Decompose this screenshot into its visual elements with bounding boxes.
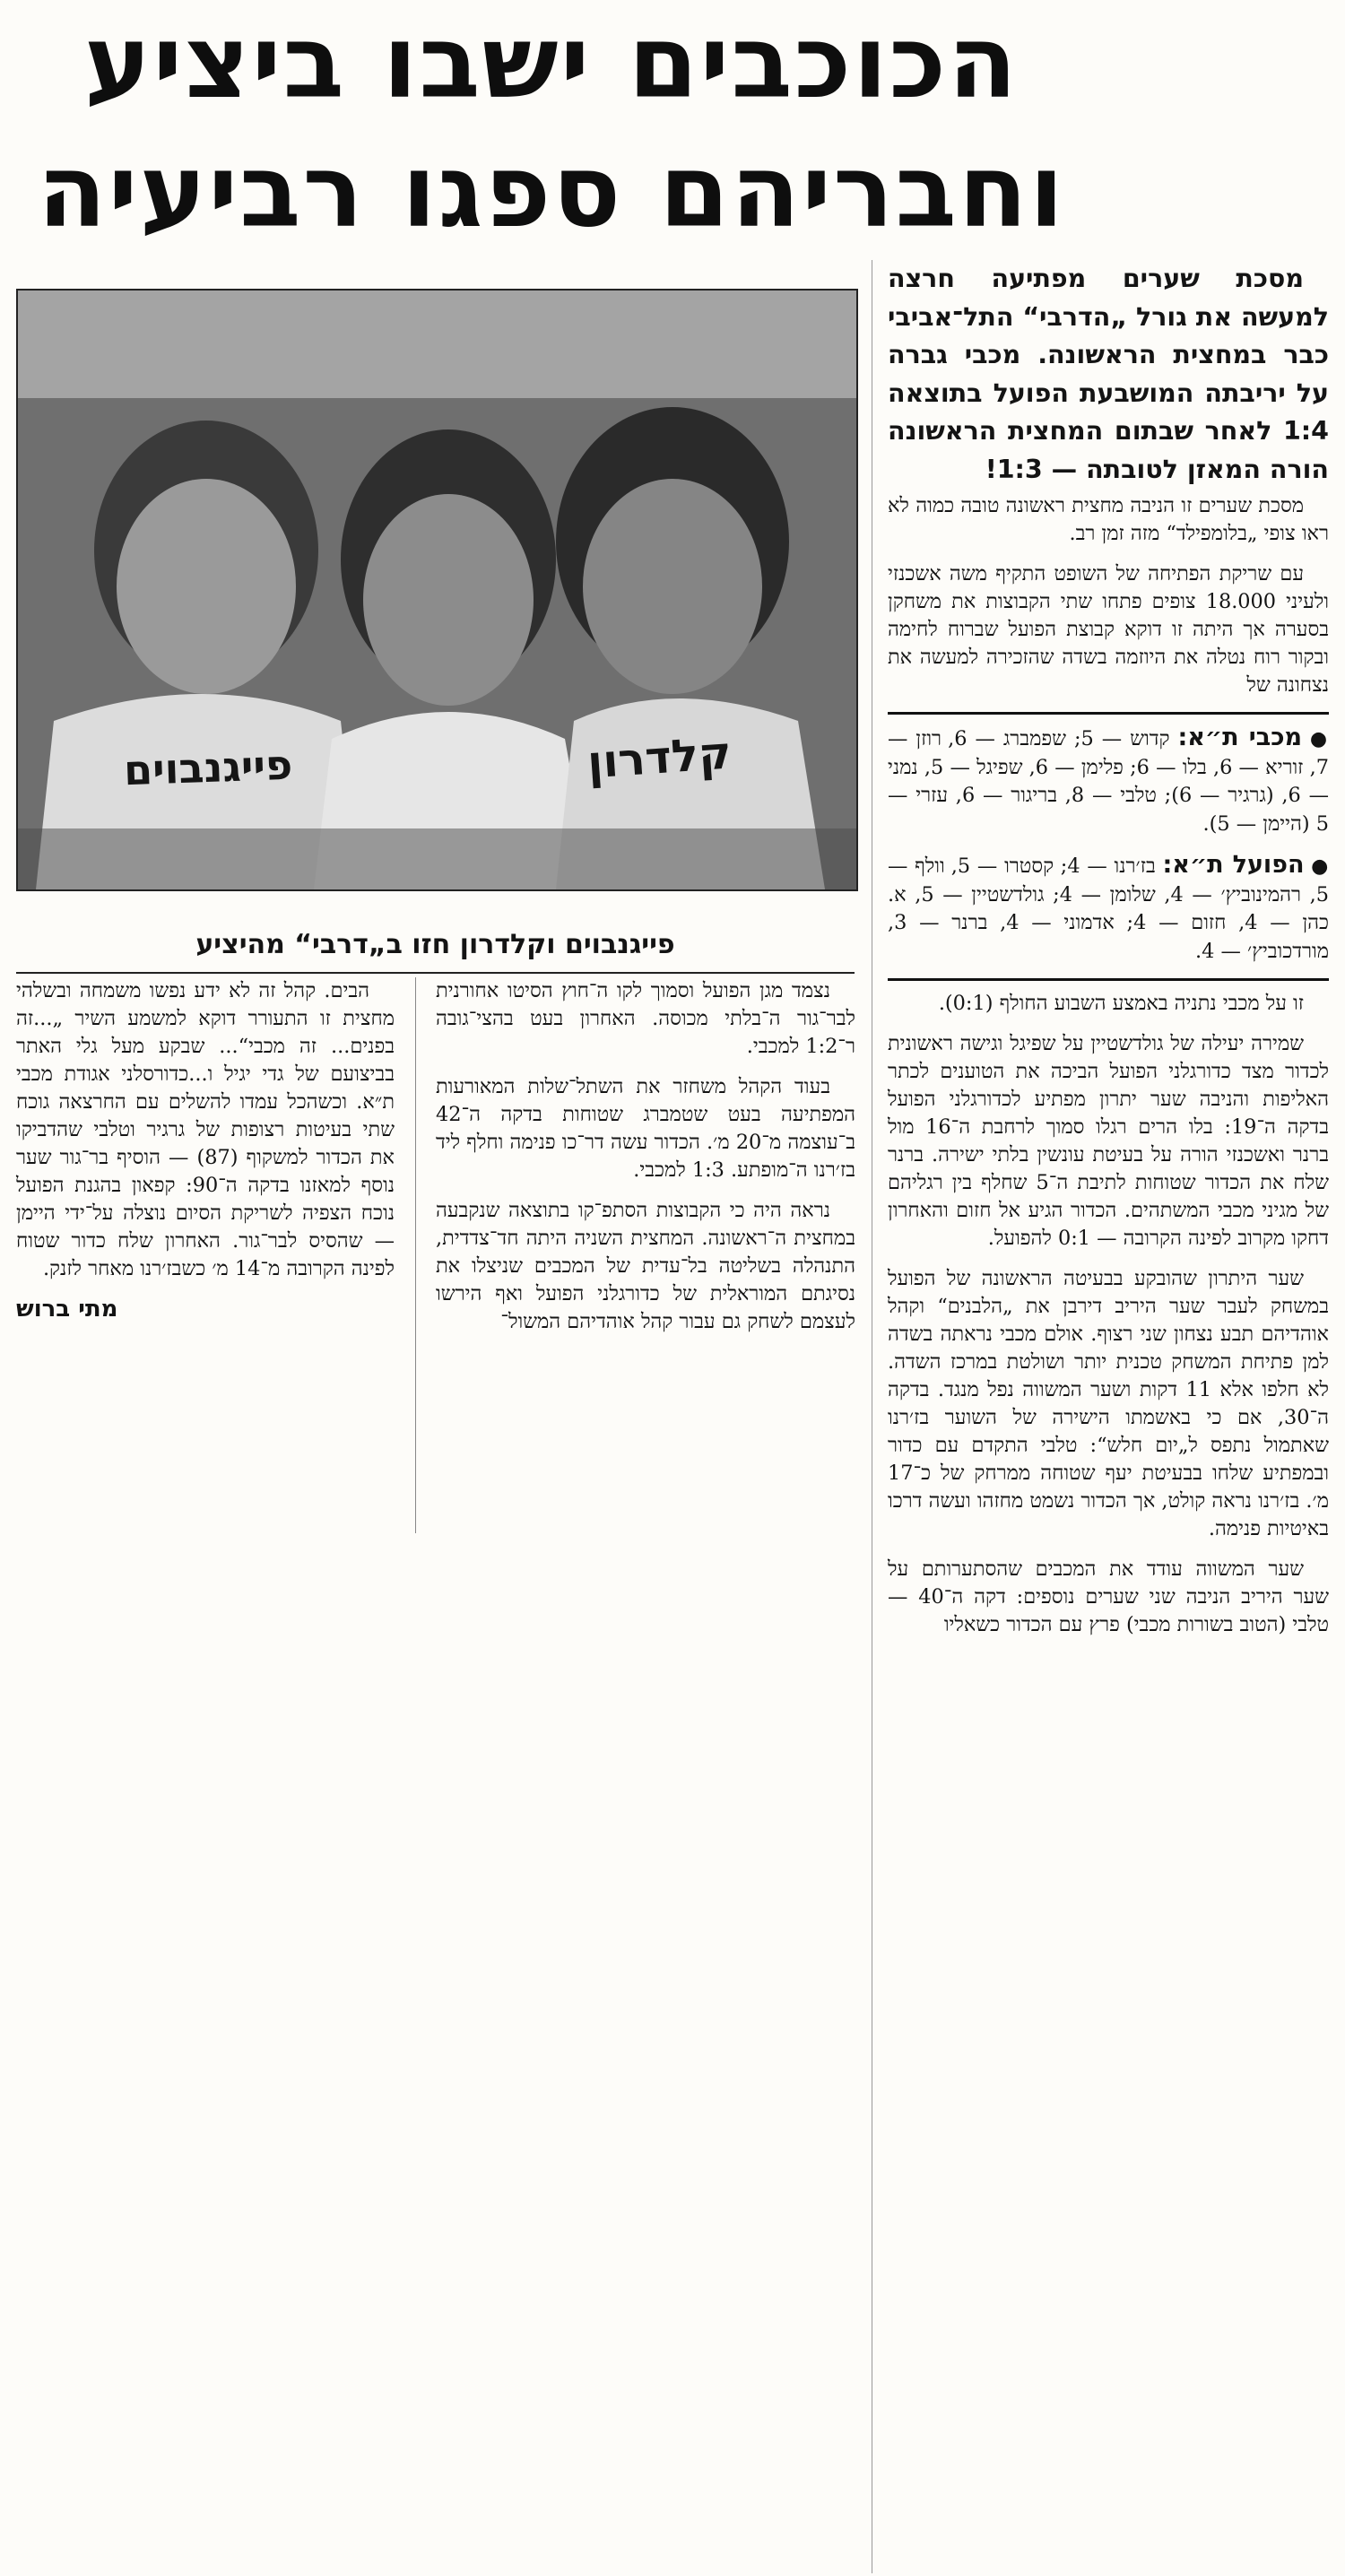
paragraph: עם שריקת הפתיחה של השופט התקיף משה אשכנזי ולעיני 18.000 צופים פתחו שתי הקבוצות את משחקן בסערה אך היתה זו דוקא קבוצת הפועל שברוח לחימה ובקור רוח נטלה את היוזמה בשדה שהזכירה למעשה את נצחונה של (888, 562, 1330, 697)
paragraph: בעוד הקהל משחזר את השתל־שלות המאורעות המפתיעה בעט שטמברג שטוחות בדקה ה־42 ב־עוצמה מ־20 מ׳. הכדור עשה דר־כו פנימה וחלף ליד בז׳רנו ה־מופתע. 1:3 למכבי. (436, 1075, 855, 1182)
team-name: הפועל ת״א: (1162, 851, 1305, 879)
photo-caption: פייגנבוים וקלדרון חזו ב„דרבי“ מהיציע (16, 925, 855, 974)
headline-line-1: הכוכבים ישבו ביציע (83, 4, 1020, 121)
lineup-maccabi (888, 724, 1329, 838)
article-column-left (16, 977, 395, 1336)
team-name: מכבי ת״א: (1177, 724, 1303, 751)
paragraph: נראה היה כי הקבוצות הסתפ־קו בתוצאה שנקבעה במחצית ה־ראשונה. המחצית השניה היתה חד־צדדית, התנהלה בשליטה בל־עדית של המכבים שניצלו את נסיגתם המוראלית של כדורגלני הפועל ואף הירשו לעצמם לשחק גם עבור קהל אוהדיהם המשול־ (436, 1199, 855, 1333)
paragraph: שער המשווה עודד את המכבים שהסתערותם על שער היריב הניבה שני שערים נוספים: דקה ה־40 — טלבי (הטוב בשורות מכבי) פרץ עם הכדור כשאליו (888, 1557, 1329, 1636)
player-ratings: בז׳רנו — 4; קסטרו — 5, וולף — 5, רהמינוביץ׳ — 4, שלומן — 4; גולדשטיין — 5, א. כהן — 4, חזום — 4; אדמוני — 4, ברנר — 3, מורדכוביץ׳ — 4. (888, 854, 1330, 963)
byline: מתי ברוש (16, 1296, 118, 1323)
shirt-label-calderon: קלדרון (586, 726, 733, 789)
paragraph: נצמד מגן הפועל וסמוך לקו ה־חוץ הסיטו אחורנית לבר־גור ה־בלתי מכוסה. האחרון בעט בהצי־גובה ר־1:2 למכבי. (436, 979, 855, 1058)
lineup-divider-bottom (888, 978, 1329, 981)
article-column-middle (436, 977, 855, 1349)
paragraph: שמירה יעילה של גולדשטיין על שפיגל וגישה ראשונית לכדור מצד כדורגלני הפועל הביכה את הטוענים לכתר האליפות והניבה שער יתרון מפתיע לכדורגלני הפועל בדקה ה־19: בלו הרים רגלו סמוך לרחבת ה־16 מול ברנר ואשכנזי הורה על בעיטת עונשין בלתי ישירה. ברנר שלח את הכדור שטוחות לתיבת ה־5 שחלף בין רגליהם של מגיני מכבי המשתהים. הכדור הגיע אל חזום והאחרון דחקו מקרוב לפינה הקרובה — 0:1 להפועל. (888, 1032, 1330, 1250)
paragraph: שער היתרון שהובקע בבעיטה הראשונה של הפועל במשחק לעבר שער היריב דירבן את „הלבנים“ וקהל אוהדיהם תבע נצחון שני רצוף. אולם מכבי נראתה בשדה למן פתיחת המשחק טכנית יותר ושולטת במרכז השדה. לא חלפו אלא 11 דקות ושער המשווה נפל מנגד. בדקה ה־30, אם כי באשמתו הישירה של השוער בז׳רנו שאתמול נתפס ל„יום חלש“: טלבי התקדם עם כדור ובמפתיע שלחו בבעיטת יעף שטוחה ממרחק של כ־17 מ׳. בז׳רנו נראה קולט, אך הכדור נשמט מחזהו ועשה דרכו באיטיות פנימה. (888, 1267, 1330, 1540)
paragraph: זו על מכבי נתניה באמצע השבוע החולף (0:1). (938, 992, 1304, 1015)
lineup-divider (888, 712, 1329, 715)
photo-illustration (18, 291, 856, 889)
headline-line-2: וחבריהם ספגו רביעיה (37, 134, 1066, 250)
lead-paragraph: מסכת שערים מפתיעה חרצה למעשה את גורל „הדרבי“ התל־אביבי כבר במחצית הראשונה. מכבי גברה על יריבתה המושבעת הפועל בתוצאה 1:4 לאחר שבתום המחצית הראשונה הורה המאזן לטובתה — 1:3! (887, 264, 1329, 484)
shirt-label-feigenbaum: פייגנבוים (123, 740, 294, 795)
bullet-icon: ● (1302, 728, 1329, 750)
players-photo (16, 289, 858, 891)
paragraph: הבים. קהל זה לא ידע נפשו משמחה ובשלהי מחצית זו התעורר דוקא למשמע השיר „...זה בפנים... זה מכבי“... שבקע מעל גלי האתר בביצועם של גדי יגיל ו...כדורסלני אגודת מכבי ת״א. וכשהכל עמדו להשלים עם החרצאה גוכח שתי בעיטות רצופות של גרגיר וטלבי שהדביקו את הכדור למשקוף (87) — הוסיף בר־גור שער נוסף למאזנו בדקה ה־90: קפאון בהגנת הפועל נוכח הצפיה לשריקת הסיום נוצלה על־ידי היימן — שהסיס לבר־גור. האחרון שלח כדור שטוח לפינה הקרובה מ־14 מ׳ כשבז׳רנו מאחר לזנק. (16, 979, 395, 1280)
player-ratings: קדוש — 5; שפמברג — 6, רוזן — 7, זוריא — 6, בלו — 6; פלימן — 6, שפיגל — 5, נמני — 6, (גרגיר — 6); טלבי — 8, בריגור — 6, עזרי — 5 (היימן — 5). (888, 727, 1330, 836)
lineup-hapoel (888, 851, 1329, 966)
bullet-icon: ● (1304, 855, 1329, 878)
paragraph: מסכת שערים זו הניבה מחצית ראשונה טובה כמוה לא ראו צופי „בלומפילד“ מזה זמן רב. (888, 494, 1329, 545)
column-divider-left (415, 977, 416, 1533)
article-column-right (888, 260, 1329, 1652)
